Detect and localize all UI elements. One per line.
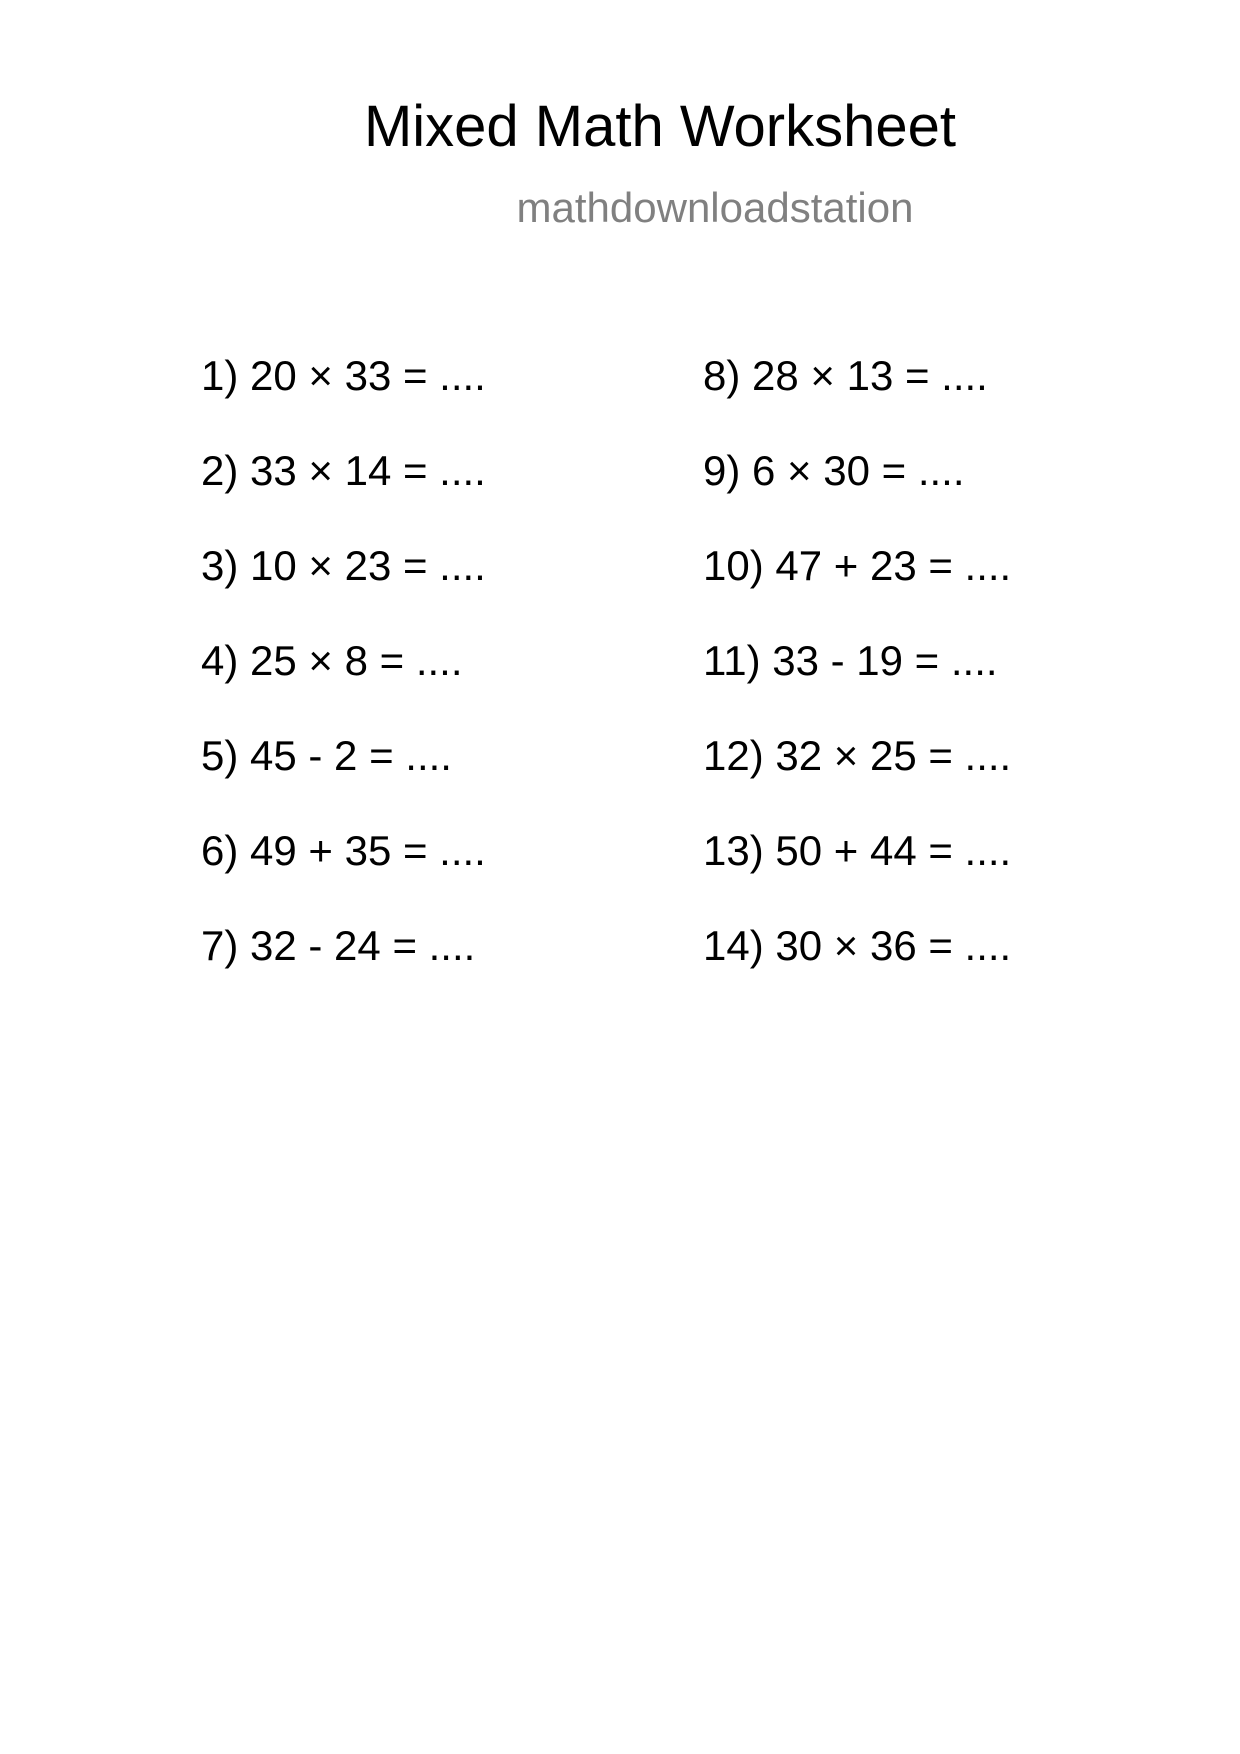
problem-14: 14) 30 × 36 = .... — [703, 922, 1012, 969]
worksheet-title: Mixed Math Worksheet — [363, 94, 957, 159]
worksheet-subtitle: mathdownloadstation — [516, 184, 914, 231]
problem-4: 4) 25 × 8 = .... — [201, 637, 463, 684]
problem-13: 13) 50 + 44 = .... — [703, 827, 1012, 874]
problem-1: 1) 20 × 33 = .... — [201, 352, 486, 399]
problem-6: 6) 49 + 35 = .... — [201, 827, 486, 874]
problem-9: 9) 6 × 30 = .... — [703, 447, 965, 494]
problem-12: 12) 32 × 25 = .... — [703, 732, 1012, 779]
problem-11: 11) 33 - 19 = .... — [703, 637, 998, 684]
problem-5: 5) 45 - 2 = .... — [201, 732, 452, 779]
problem-10: 10) 47 + 23 = .... — [703, 542, 1012, 589]
problem-7: 7) 32 - 24 = .... — [201, 922, 476, 969]
problem-2: 2) 33 × 14 = .... — [201, 447, 486, 494]
problem-3: 3) 10 × 23 = .... — [201, 542, 486, 589]
problem-column-left — [201, 352, 486, 1017]
problem-8: 8) 28 × 13 = .... — [703, 352, 988, 399]
problem-column-right — [703, 352, 1011, 1017]
